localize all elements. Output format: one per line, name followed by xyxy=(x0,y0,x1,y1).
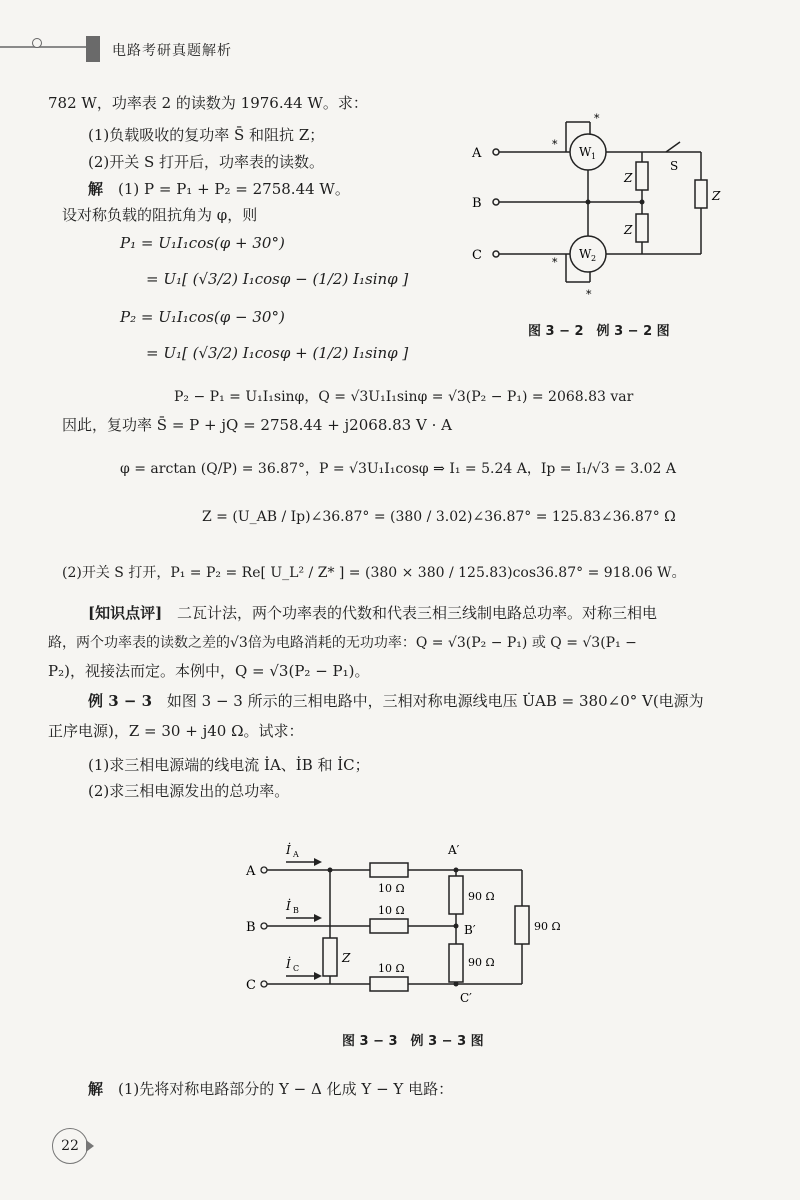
example-3-3-question-1: (1)求三相电源端的线电流 İA、İB 和 İC； xyxy=(88,756,370,774)
figure-3-2-caption: 图 3 − 2 例 3 − 2 图 xyxy=(528,324,670,339)
node-c-prime: C′ xyxy=(460,991,472,1005)
resistor-10-b: 10 Ω xyxy=(378,904,405,917)
current-ia-sub: A xyxy=(293,850,299,859)
polarity-mark-w1-current: * xyxy=(552,138,558,151)
impedance-z-bc: Z xyxy=(624,223,633,237)
fig3-terminal-a: A xyxy=(246,864,256,879)
page-number: 22 xyxy=(52,1128,88,1164)
wattmeter-1-sub: 1 xyxy=(591,152,597,161)
terminal-a-label: A xyxy=(472,146,482,161)
example-3-3-label: 例 3 − 3 xyxy=(88,692,153,710)
resistor-90-bc: 90 Ω xyxy=(468,956,495,969)
knowledge-point-line2: 路，两个功率表的读数之差的√3倍为电路消耗的无功功率：Q = √3(P₂ − P₁) 或 Q = √3(P₁ − xyxy=(48,635,637,651)
running-header-title: 电路考研真题解析 xyxy=(112,43,232,59)
switch-s-label: S xyxy=(670,159,679,173)
example-3-3-line2: 正序电源)，Z = 30 + j40 Ω。试求： xyxy=(48,722,304,740)
header-block xyxy=(86,36,100,62)
equation-p1: P₁ = U₁I₁cos(φ + 30°) xyxy=(120,234,285,252)
figure-3-3-circuit xyxy=(232,832,592,1022)
equation-p2-expanded: = U₁[ (√3/2) I₁cosφ + (1/2) I₁sinφ ] xyxy=(146,344,409,362)
fig3-terminal-c: C xyxy=(246,978,256,993)
example-3-3-text1: 如图 3 − 3 所示的三相电路中，三相对称电源线电压 U̇AB = 380∠0° V(电源为 xyxy=(166,692,704,710)
impedance-z-star: Z xyxy=(342,951,351,965)
equation-impedance: Z = (U_AB / Ip)∠36.87° = (380 / 3.02)∠36.87° = 125.83∠36.87° Ω xyxy=(202,509,676,525)
example-3-3-line1 xyxy=(88,690,704,712)
equation-complex-power: 因此，复功率 S̄ = P + jQ = 2758.44 + j2068.83 V · A xyxy=(62,416,452,434)
polarity-mark-w2-current: * xyxy=(552,256,558,269)
problem-continuation: 782 W，功率表 2 的读数为 1976.44 W。求： xyxy=(48,94,368,112)
header-rule xyxy=(0,46,96,48)
equation-p1-expanded: = U₁[ (√3/2) I₁cosφ − (1/2) I₁sinφ ] xyxy=(146,270,409,288)
equation-p2: P₂ = U₁I₁cos(φ − 30°) xyxy=(120,308,285,326)
figure-3-3-caption: 图 3 − 3 例 3 − 3 图 xyxy=(342,1034,484,1049)
page-number-pointer xyxy=(86,1140,94,1152)
impedance-z-ab: Z xyxy=(624,171,633,185)
solution-label-3-3: 解 xyxy=(88,1080,104,1098)
polarity-mark-w1-voltage: * xyxy=(594,112,600,125)
current-ib-sub: B xyxy=(293,906,299,915)
solution-step-1: (1) P = P₁ + P₂ = 2758.44 W。 xyxy=(118,180,350,198)
current-ib-label: İ xyxy=(286,899,291,913)
wattmeter-2-label: W xyxy=(579,247,592,261)
figure-3-2-circuit xyxy=(458,110,758,310)
terminal-c-label: C xyxy=(472,248,482,263)
knowledge-point-line1 xyxy=(88,602,657,624)
resistor-90-ac: 90 Ω xyxy=(534,920,561,933)
node-b-prime: B′ xyxy=(464,923,476,937)
impedance-z-switched: Z xyxy=(712,189,721,203)
knowledge-point-tag: [知识点评] xyxy=(88,604,163,622)
header-ornament xyxy=(32,38,42,48)
polarity-mark-w2-voltage: * xyxy=(586,288,592,301)
wattmeter-2-sub: 2 xyxy=(591,254,597,263)
equation-phase-angle: φ = arctan (Q/P) = 36.87°，P = √3U₁I₁cosφ ⇒ I₁ = 5.24 A，Ip = I₁/√3 = 3.02 A xyxy=(120,461,677,477)
knowledge-point-text1: 二瓦计法，两个功率表的代数和代表三相三线制电路总功率。对称三相电 xyxy=(176,604,657,622)
assumption-line: 设对称负载的阻抗角为 φ，则 xyxy=(62,206,258,224)
resistor-10-c: 10 Ω xyxy=(378,962,405,975)
knowledge-point-line3: P₂)，视接法而定。本例中，Q = √3(P₂ − P₁)。 xyxy=(48,662,370,680)
terminal-b-label: B xyxy=(472,196,482,211)
fig3-terminal-b: B xyxy=(246,920,256,935)
resistor-90-ab: 90 Ω xyxy=(468,890,495,903)
current-ic-sub: C xyxy=(293,964,300,973)
solution-3-3-step-1: (1)先将对称电路部分的 Y − Δ 化成 Y − Y 电路： xyxy=(118,1080,454,1098)
current-ic-label: İ xyxy=(286,957,291,971)
question-1: (1)负载吸收的复功率 S̄ 和阻抗 Z； xyxy=(88,126,325,144)
question-2: (2)开关 S 打开后，功率表的读数。 xyxy=(88,153,325,171)
equation-switch-open: (2)开关 S 打开，P₁ = P₂ = Re[ U_L² / Z* ] = (380 × 380 / 125.83)cos36.87° = 918.06 W。 xyxy=(62,565,686,581)
wattmeter-1-label: W xyxy=(579,145,592,159)
solution-label: 解 xyxy=(88,180,104,198)
node-a-prime: A′ xyxy=(448,843,460,857)
current-ia-label: İ xyxy=(286,843,291,857)
resistor-10-a: 10 Ω xyxy=(378,882,405,895)
equation-reactive-power: P₂ − P₁ = U₁I₁sinφ，Q = √3U₁I₁sinφ = √3(P₂ − P₁) = 2068.83 var xyxy=(174,389,634,405)
example-3-3-question-2: (2)求三相电源发出的总功率。 xyxy=(88,782,290,800)
